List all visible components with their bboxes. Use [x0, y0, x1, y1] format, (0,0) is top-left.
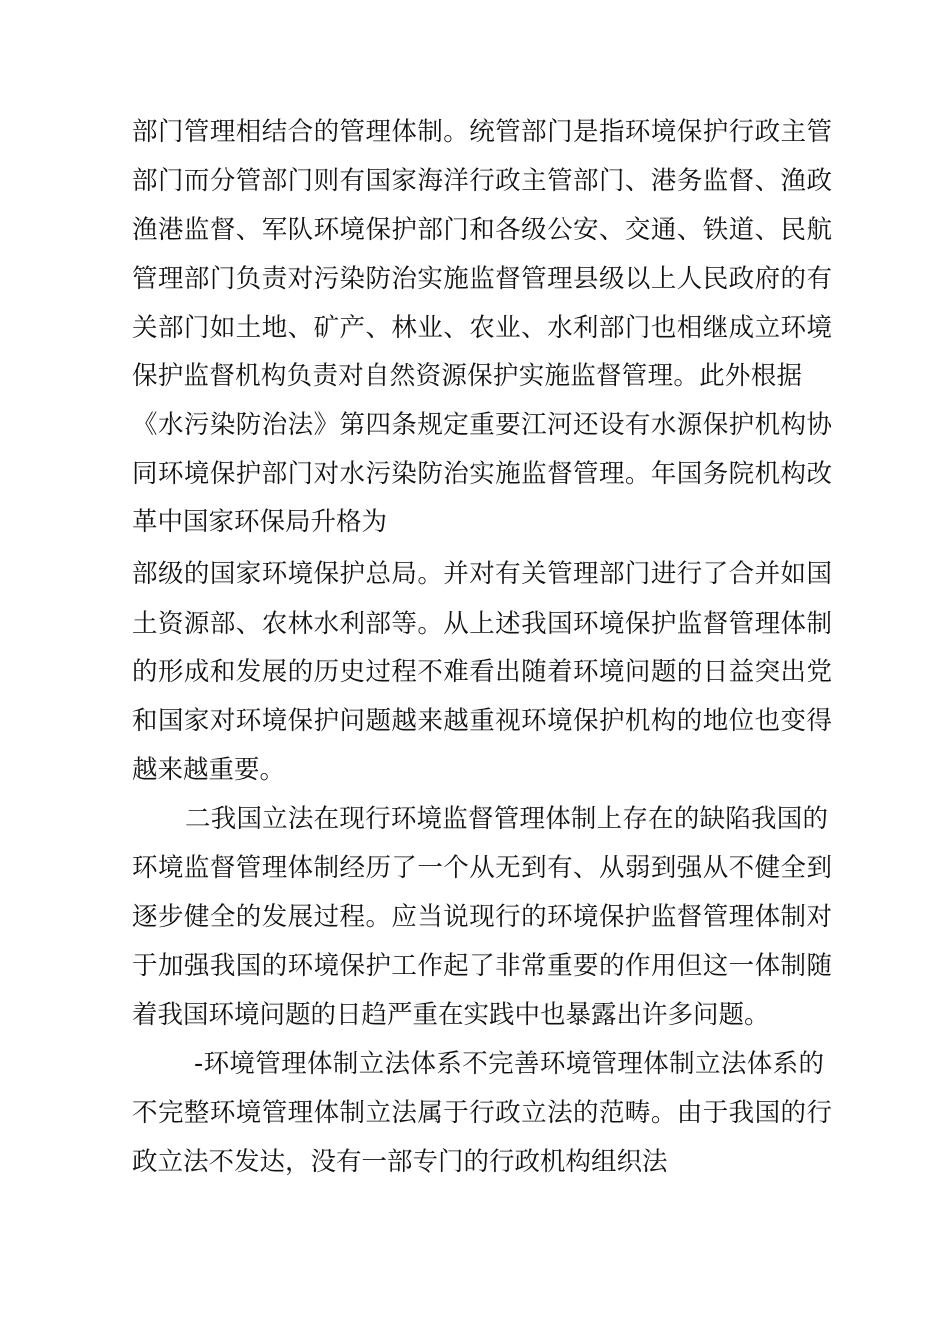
paragraph-line: 土资源部、农林水利部等。从上述我国环境保护监督管理体制 [132, 609, 832, 639]
paragraph-line: 和国家对环境保护问题越来越重视环境保护机构的地位也变得 [132, 706, 832, 736]
paragraph-line: 渔港监督、军队环境保护部门和各级公安、交通、铁道、民航 [132, 215, 832, 245]
paragraph-line: 逐步健全的发展过程。应当说现行的环境保护监督管理体制对 [132, 902, 832, 932]
paragraph-line: 部级的国家环境保护总局。并对有关管理部门进行了合并如国 [132, 559, 832, 589]
paragraph-line: 同环境保护部门对水污染防治实施监督管理。年国务院机构改 [132, 459, 832, 489]
paragraph-line: 于加强我国的环境保护工作起了非常重要的作用但这一体制随 [132, 951, 832, 981]
paragraph-line: 保护监督机构负责对自然资源保护实施监督管理。此外根据 [132, 361, 802, 391]
paragraph-line: 部门管理相结合的管理体制。统管部门是指环境保护行政主管 [132, 117, 832, 147]
paragraph-line: 不完整环境管理体制立法属于行政立法的范畴。由于我国的行 [132, 1098, 832, 1128]
paragraph-line: 部门而分管部门则有国家海洋行政主管部门、港务监督、渔政 [132, 166, 832, 196]
paragraph-line: -环境管理体制立法体系不完善环境管理体制立法体系的 [194, 1049, 824, 1079]
paragraph-line: 管理部门负责对污染防治实施监督管理县级以上人民政府的有 [132, 264, 832, 294]
paragraph-line: 的形成和发展的历史过程不难看出随着环境问题的日益突出党 [132, 657, 832, 687]
paragraph-line: 二我国立法在现行环境监督管理体制上存在的缺陷我国的 [185, 804, 828, 834]
paragraph-line: 环境监督管理体制经历了一个从无到有、从弱到强从不健全到 [132, 853, 832, 883]
paragraph-line: 《水污染防治法》第四条规定重要江河还设有水源保护机构协 [132, 410, 832, 440]
paragraph-line: 革中国家环保局升格为 [132, 507, 388, 537]
paragraph-line: 关部门如土地、矿产、林业、农业、水利部门也相继成立环境 [132, 313, 832, 343]
paragraph-line: 政立法不发达，没有一部专门的行政机构组织法 [132, 1147, 668, 1177]
paragraph-line: 着我国环境问题的日趋严重在实践中也暴露出许多问题。 [132, 1000, 770, 1030]
paragraph-line: 越来越重要。 [132, 755, 286, 785]
